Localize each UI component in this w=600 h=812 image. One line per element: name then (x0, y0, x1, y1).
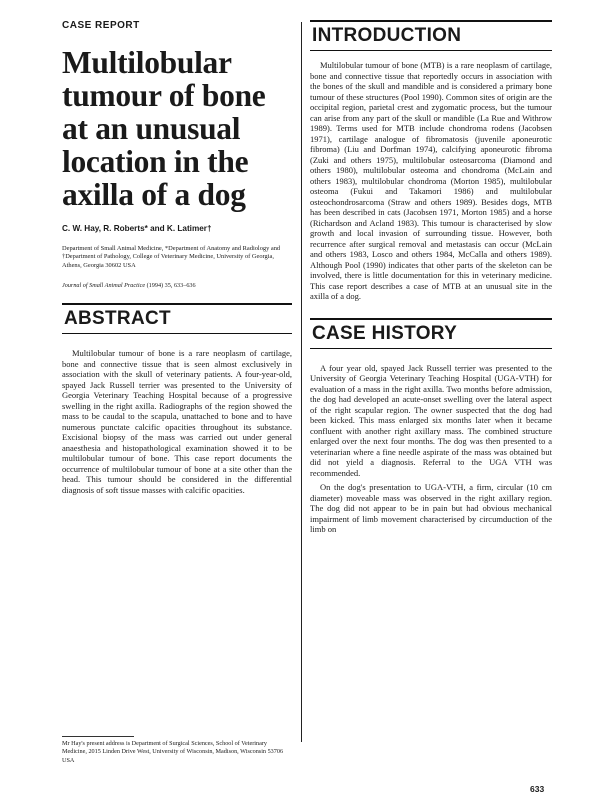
footnote-divider (62, 736, 134, 737)
right-column (310, 20, 552, 535)
article-type-label: CASE REPORT (62, 20, 140, 31)
abstract-text: Multilobular tumour of bone is a rare neoplasm of cartilage, bone and connective tissue that is seen almost exclusively in association with the skull of veterinary patients. A four-year-old, spayed Jack Russell terrier was presented to the University of Georgia Veterinary Teaching Hospital because of a progressive swelling in the right axilla. Radiographs of the region showed the mass to be caudal to the scapula, unattached to bone and to have numerous punctate calcific opacities throughout its substance. Excisional biopsy of the mass was carried out under general anaesthesia and histopathological examination showed it to be multilobular tumour of bone. This case report documents the occurrence of multilobular tumour of bone at a site other than the head. This tumour should be considered in the differential diagnosis of soft tissue masses with calcific opacities. (62, 348, 292, 495)
introduction-text: Multilobular tumour of bone (MTB) is a rare neoplasm of cartilage, bone and connective tissue that reportedly occurs in association with the bones of the skull and mandible and is considered a primary bone tumour of these structures (Pool 1990). Common sites of origin are the occipital region, parietal crest and zygomatic process, but the tumour can arise from any part of the skull or mandible (La Rue and Withrow 1989). Terms used for MTB include chondroma rodens (Jacobsen 1971), cartilage analogue of fibromatosis (juvenile aponeurotic fibroma) (Liu and Dorfman 1974), calcifying aponeurotic fibroma (Zuki and others 1975), multilobular osteosarcoma (Diamond and others 1980), multilobular osteoma and chondroma (McLain and others 1983), multilobular chondroma (Morton 1985), multilobular osteoma (Fukui and Takamori 1986) and multilobular osteochondrosarcoma (Straw and others 1989). Besides dogs, MTB has been described in cats (Jacobsen 1971, Morton 1985) and a horse (Richardson and Acland 1983). This tumour is characterised by slow growth and local invasion of surrounding tissue. However, both recurrence after surgical removal and metastasis can occur (McLain and others 1983, Losco and others 1984, McCalla and others 1989). Although Pool (1990) indicates that other parts of the skeleton can be involved, there is little documentation for this in veterinary medicine. This case report describes a case of MTB at an unusual site in the axilla of a dog. (310, 60, 552, 301)
author-affiliation: Department of Small Animal Medicine, *Department of Anatomy and Radiology and †Department of Pathology, College of Veterinary Medicine, University of Georgia, Athens, Georgia 30602 USA (62, 245, 281, 269)
column-divider (301, 22, 302, 742)
author-list: C. W. Hay, R. Roberts* and K. Latimer† (62, 224, 212, 233)
case-history-paragraph: A four year old, spayed Jack Russell terrier was presented to the University of Georgia Veterinary Teaching Hospital (UGA-VTH) for evaluation of a mass in the right axilla. Two months before admission, the dog had developed an acute-onset swelling over the lateral aspect of the right scapular region. The owner suspected that the dog had been kicked. This mass enlarged six months later when it became confluent with another right axillary mass. The combined structure enlarged over the next four months. The dog was then presented to a veterinarian where a fine needle aspirate of the mass was obtained but did not yield a diagnosis. Referral to the UGA VTH was recommended. (310, 362, 552, 478)
author-address-footnote: Mr Hay's present address is Department of Surgical Sciences, School of Veterinary Medicine, 2015 Linden Drive West, University of Wisconsin, Madison, Wisconsin 53706 USA (62, 740, 284, 764)
case-history-heading: CASE HISTORY (310, 318, 552, 349)
article-title: Multilobular tumour of bone at an unusual location in the axilla of a dog (62, 45, 266, 212)
journal-reference: (1994) 35, 633–636 (145, 282, 196, 290)
abstract-heading: ABSTRACT (62, 303, 292, 334)
introduction-heading: INTRODUCTION (310, 20, 552, 51)
page-number: 633 (530, 784, 545, 794)
journal-citation (62, 282, 292, 289)
case-history-paragraph: On the dog's presentation to UGA-VTH, a firm, circular (10 cm diameter) moveable mass was observed in the right axillary region. The dog did not appear to be in pain but had obvious mechanical impairment of limb movement characterised by circumduction of the limb on (310, 482, 552, 534)
left-column (62, 20, 292, 495)
journal-name: Journal of Small Animal Practice (62, 282, 146, 290)
